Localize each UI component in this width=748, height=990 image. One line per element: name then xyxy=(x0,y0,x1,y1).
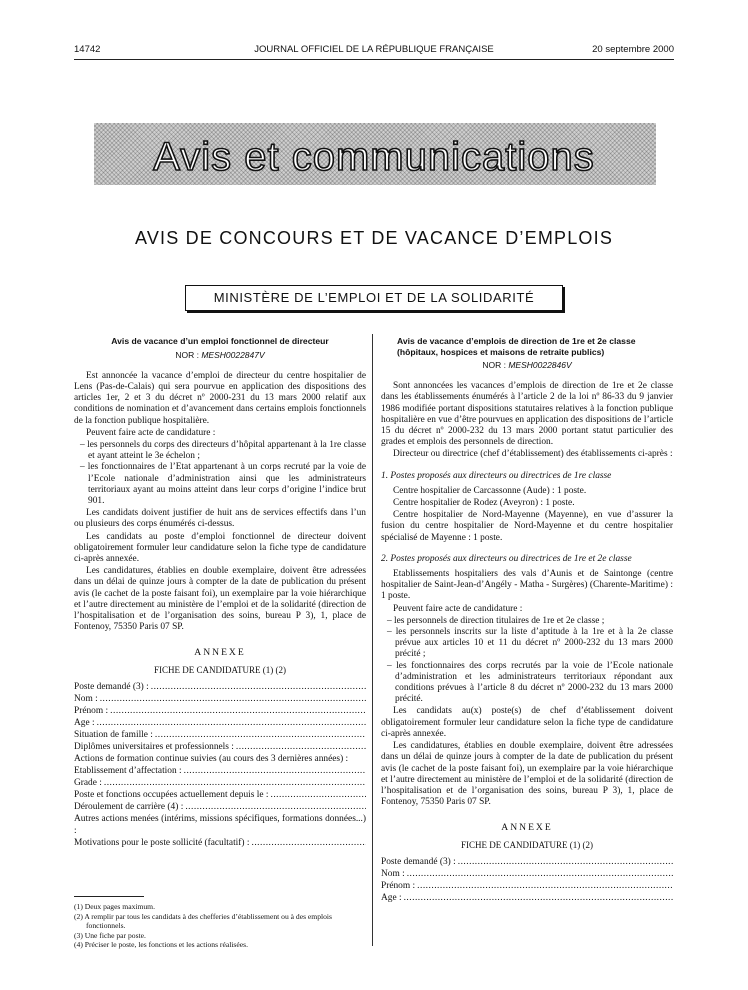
form-label: Diplômes universitaires et professionnels : xyxy=(74,741,234,752)
right-column xyxy=(381,336,673,904)
form-field: Autres actions menées (intérims, missions spécifiques, formations données...) : xyxy=(74,813,366,836)
form-field xyxy=(381,880,673,892)
footnote: (1) Deux pages maximum. xyxy=(74,902,155,911)
form-field xyxy=(74,729,366,741)
subsection-heading: 2. Postes proposés aux directeurs ou directrices de 1re et 2e classe xyxy=(381,553,632,564)
fiche-heading: FICHE DE CANDIDATURE (1) (2) xyxy=(154,664,286,675)
paragraph: Les candidatures, établies en double exemplaire, doivent être adressées dans un délai de quinze jours à compter de la date de publication du présent avis (le cachet de la poste faisant foi), un exemplaire par la voie hiérarchique et l’autre directement au ministère de l’emploi et de la solidarité (direction de l’hospitalisation et de l’organisation des soins, bureau P 3), 1, place de Fontenoy, 75350 Paris 07 SP. xyxy=(74,566,366,633)
list-item: – les personnels du corps des directeurs d’hôpital appartenant à la 1re classe et ayant atteint le 3e échelon ; xyxy=(80,439,366,462)
form-field xyxy=(381,868,673,880)
paragraph: Les candidatures, établies en double exemplaire, doivent être adressées dans un délai de quinze jours à compter de la date de publication du présent avis (le cachet de la poste faisant foi), un exemplaire par la voie hiérarchique et l’autre directement au ministère de l’emploi et de la solidarité (direction de l’hospitalisation et de l’organisation des soins, bureau P 3), 1, place de Fontenoy, 75350 Paris 07 SP. xyxy=(381,741,673,808)
right-notice-title: Avis de vacance d’emplois de direction de 1re et 2e classe (hôpitaux, hospices et maisons de retraite publics) xyxy=(397,336,636,357)
list-item: – les personnels inscrits sur la liste d’aptitude à la 1re et à la 2e classe prévue aux articles 10 et 11 du décret nº 2000-232 du 13 mars 2000 précité ; xyxy=(387,627,673,660)
running-header xyxy=(74,44,674,58)
issue-date: 20 septembre 2000 xyxy=(592,44,674,55)
list-item: – les personnels de direction titulaires de 1re et 2e classe ; xyxy=(387,615,605,626)
nor-label: NOR : xyxy=(175,349,199,360)
form-label: Déroulement de carrière (4) : xyxy=(74,801,184,812)
footnote-rule xyxy=(74,896,144,897)
form-field xyxy=(74,777,366,789)
paragraph: Directeur ou directrice (chef d’établissement) des établissements ci-après : xyxy=(393,449,673,460)
list-item: – les fonctionnaires des corps recrutés par la voie de l’Ecole nationale d’administration et les administrateurs territoriaux répondant aux conditions prévues à l’article 8 du décret nº 2000-232 du 13 mars 2000 précité. xyxy=(387,660,673,705)
journal-title: JOURNAL OFFICIEL DE LA RÉPUBLIQUE FRANÇAISE xyxy=(254,44,494,55)
paragraph: Les candidats au(x) poste(s) de chef d’établissement doivent obligatoirement formuler leur candidature selon la fiche type de candidature ci-après annexée. xyxy=(381,706,673,739)
fill-dots xyxy=(458,856,673,868)
form-field xyxy=(74,837,366,849)
header-rule xyxy=(74,59,674,60)
paragraph: Les candidats doivent justifier de huit ans de services effectifs dans l’un ou plusieurs des corps énumérés ci-dessus. xyxy=(74,508,366,530)
section-title: AVIS DE CONCOURS ET DE VACANCE D’EMPLOIS xyxy=(134,228,614,248)
fill-dots xyxy=(251,837,366,849)
form-label: Nom : xyxy=(74,693,98,704)
form-field xyxy=(74,693,366,705)
page-number: 14742 xyxy=(74,44,101,55)
eligibility-list xyxy=(381,616,673,706)
fill-dots xyxy=(404,892,673,904)
nor-code: MESH0022847V xyxy=(201,349,265,360)
banner-title: Avis et communications xyxy=(153,135,595,179)
fill-dots xyxy=(104,777,366,789)
fill-dots xyxy=(407,868,673,880)
footnote: (2) A remplir par tous les candidats à des chefferies d’établissement ou à des emplois fonctionnels. xyxy=(74,911,332,931)
form-label: Motivations pour le poste sollicité (facultatif) : xyxy=(74,837,250,848)
form-field xyxy=(74,741,366,753)
left-column xyxy=(74,336,366,849)
paragraph: Les candidats au poste d’emploi fonctionnel de directeur doivent obligatoirement formuler leur candidature selon la fiche type de candidature ci-après annexée. xyxy=(74,531,366,564)
form-label: Etablissement d’affectation : xyxy=(74,765,182,776)
paragraph: Peuvent faire acte de candidature : xyxy=(393,603,523,614)
fill-dots xyxy=(184,765,366,777)
fiche-heading: FICHE DE CANDIDATURE (1) (2) xyxy=(461,839,593,850)
form-label: Poste demandé (3) : xyxy=(74,681,149,692)
paragraph: Etablissements hospitaliers des vals d’Aunis et de Saintonge (centre hospitalier de Saint-Jean-d’Angély - Matha - Surgères) (Charente-Maritime) : 1 poste. xyxy=(381,569,673,602)
fill-dots xyxy=(236,741,366,753)
eligibility-list xyxy=(74,440,366,507)
footnote: (4) Préciser le poste, les fonctions et les actions réalisées. xyxy=(74,940,248,950)
paragraph: Centre hospitalier de Nord-Mayenne (Mayenne), en vue d’assurer la fusion du centre hospitalier de Nord-Mayenne et du centre hospitalier spécialisé de Mayenne : 1 poste. xyxy=(381,510,673,543)
form-label: Prénom : xyxy=(74,705,109,716)
ministry-box: MINISTÈRE DE L’EMPLOI ET DE LA SOLIDARITÉ xyxy=(185,285,563,311)
fill-dots xyxy=(151,681,366,693)
paragraph: Centre hospitalier de Carcassonne (Aude) : 1 poste. xyxy=(393,485,587,496)
nor-label: NOR : xyxy=(482,360,506,370)
form-field xyxy=(381,892,673,904)
form-label: Poste demandé (3) : xyxy=(381,856,456,867)
right-nor xyxy=(381,360,673,371)
paragraph: Centre hospitalier de Rodez (Aveyron) : 1 poste. xyxy=(393,498,575,509)
fill-dots xyxy=(270,789,366,801)
list-item: – les fonctionnaires de l’Etat appartenant à un corps recruté par la voie de l’Ecole nationale d’administration ainsi que les administrateurs territoriaux ayant au moins atteint dans leur corps d’origine l’indice brut 901. xyxy=(80,462,366,506)
form-label: Poste et fonctions occupées actuellement depuis le : xyxy=(74,789,269,800)
subsection-heading: 1. Postes proposés aux directeurs ou directrices de 1re classe xyxy=(381,470,612,481)
form-field xyxy=(74,705,366,717)
form-label: Grade : xyxy=(74,777,102,788)
annexe-heading: ANNEXE xyxy=(501,822,553,834)
form-label: Age : xyxy=(381,892,402,903)
form-label: Prénom : xyxy=(381,880,416,891)
form-label: Age : xyxy=(74,717,95,728)
fill-dots xyxy=(417,880,673,892)
fill-dots xyxy=(97,717,366,729)
footnote: (3) Une fiche par poste. xyxy=(74,930,146,940)
nor-code: MESH0022846V xyxy=(508,360,572,370)
form-field xyxy=(74,801,366,813)
paragraph: Est annoncée la vacance d’emploi de directeur du centre hospitalier de Lens (Pas-de-Calais) qui sera pourvue en application des dispositions des articles 1er, 2 et 3 du décret nº 2000-231 du 13 mars 2000 relatif aux conditions de nomination et d’avancement dans certains emplois fonctionnels de la fonction publique hospitalière. xyxy=(74,370,366,426)
candidature-form xyxy=(74,681,366,849)
paragraph: Peuvent faire acte de candidature : xyxy=(86,427,216,438)
paragraph: Sont annoncées les vacances d’emplois de direction de 1re et 2e classe dans les établissements énumérés à l’article 2 de la loi nº 86-33 du 9 janvier 1986 modifiée portant dispositions statutaires relatives à la fonction publique hospitalière en vue d’être pourvues en application des dispositions de l’article 15 du décret nº 2000-232 du 13 mars 2000 portant statut particulier des grades et emplois des personnels de direction. xyxy=(381,381,673,448)
form-label: Nom : xyxy=(381,868,405,879)
left-notice-title: Avis de vacance d’un emploi fonctionnel de directeur xyxy=(111,336,329,346)
form-label: Situation de famille : xyxy=(74,729,153,740)
candidature-form xyxy=(381,856,673,904)
form-field xyxy=(74,681,366,693)
fill-dots xyxy=(110,705,366,717)
form-field xyxy=(381,856,673,868)
form-field xyxy=(74,765,366,777)
fill-dots xyxy=(185,801,366,813)
fill-dots xyxy=(155,729,366,741)
annexe-heading: ANNEXE xyxy=(194,647,246,659)
form-field xyxy=(74,717,366,729)
form-field xyxy=(74,789,366,801)
footnotes xyxy=(74,902,366,950)
column-divider xyxy=(372,334,373,946)
fill-dots xyxy=(100,693,366,705)
left-nor xyxy=(74,350,366,361)
form-field: Actions de formation continue suivies (au cours des 3 dernières années) : xyxy=(74,753,349,764)
